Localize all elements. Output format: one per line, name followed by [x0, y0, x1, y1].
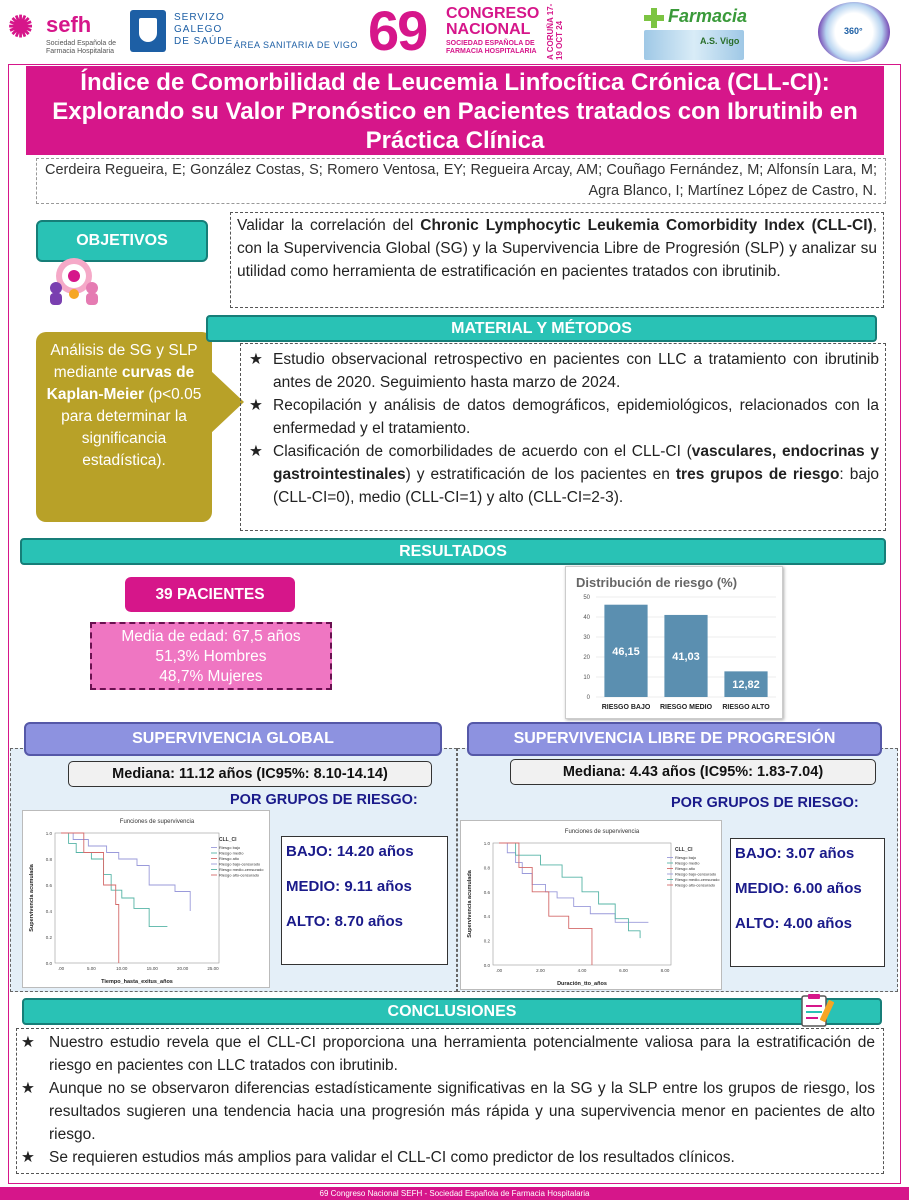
y-tick-label: 40: [583, 615, 590, 621]
congress-number: 69: [368, 0, 427, 62]
bar-value-label: 12,82: [732, 679, 760, 692]
objetivos-label: OBJETIVOS: [36, 220, 208, 262]
authors: Cerdeira Regueira, E; González Costas, S; Romero Ventosa, EY; Regueira Arcay, AM; Couñago Fernández, M; Alfonsín Lara, M; Agra Blanco, I; Martínez López de Castro, N.: [36, 158, 886, 204]
farmacia-sub: A.S. Vigo: [700, 36, 740, 46]
material-metodos-label: MATERIAL Y MÉTODOS: [206, 315, 877, 342]
sg-km-svg: [23, 811, 271, 989]
galicia-crest-icon: [130, 10, 166, 52]
km-x-tick: 10.00: [116, 966, 128, 971]
congress-title: [446, 6, 539, 38]
km-legend-label: Riesgo alto-censurado: [675, 882, 716, 888]
farmacia-logo: [640, 6, 750, 61]
slp-alto: ALTO: 4.00 años: [735, 915, 852, 932]
km-legend-label: Riesgo bajo-censurado: [675, 871, 717, 877]
footer: 69 Congreso Nacional SEFH - Sociedad Española de Farmacia Hospitalaria: [0, 1187, 909, 1200]
poster-title: Índice de Comorbilidad de Leucemia Linfocítica Crónica (CLL-CI): Explorando su Valor Pronóstico en Pacientes tratados con Ibrutinib en Práctica Clínica: [26, 66, 884, 155]
sg-alto: ALTO: 8.70 años: [286, 913, 403, 930]
x-tick-label: RIESGO BAJO: [601, 704, 651, 711]
item-text: : bajo (CLL-CI=0), medio (CLL-CI=1) y alto (CLL-CI=2-3).: [273, 466, 880, 506]
servizo-text: [174, 12, 233, 48]
area-sanitaria: ÁREA SANITARIA DE VIGO: [234, 40, 358, 50]
congress-sub-line: SOCIEDAD ESPAÑOLA DE: [446, 40, 535, 47]
km-y-tick: 0.0: [483, 963, 490, 968]
slp-mediana: Mediana: 4.43 años (IC95%: 1.83-7.04): [510, 759, 876, 785]
km-note-part: Análisis de SG y SLP mediante: [50, 342, 198, 381]
servizo-line: SERVIZO: [174, 12, 225, 23]
objetivos-text-part: Validar la correlación del: [237, 217, 421, 234]
km-title: Funciones de supervivencia: [119, 819, 195, 825]
pacientes-badge: 39 PACIENTES: [125, 577, 295, 612]
sg-risk-values: [281, 836, 448, 965]
demographic-line: 48,7% Mujeres: [159, 668, 263, 685]
list-item: ★ Recopilación y análisis de datos demográficos, epidemiológicos, relacionados con la enfermedad y el tratamiento.: [245, 394, 879, 440]
km-axes: [493, 843, 671, 965]
km-note-bold: curvas de Kaplan-Meier: [46, 364, 195, 403]
sefh-name: sefh: [46, 12, 92, 37]
km-title: Funciones de supervivencia: [564, 829, 640, 835]
resultados-label: RESULTADOS: [20, 538, 886, 565]
km-x-tick: 20.00: [176, 966, 189, 971]
chart-title: Distribución de riesgo (%): [576, 575, 738, 590]
slp-label: SUPERVIVENCIA LIBRE DE PROGRESIÓN: [467, 722, 882, 756]
target-team-icon: [44, 250, 104, 305]
list-item: [245, 440, 879, 509]
slp-medio: MEDIO: 6.00 años: [735, 880, 862, 897]
km-legend-label: Riesgo medio: [219, 850, 244, 856]
sg-km-plot: [22, 810, 270, 988]
km-x-label: Tiempo_hasta_exitus_años: [101, 979, 173, 985]
y-tick-label: 20: [583, 655, 590, 661]
demographic-line: 51,3% Hombres: [155, 648, 267, 665]
km-curve-bajo: [61, 833, 190, 911]
km-curve-medio: [61, 833, 167, 927]
objetivos-text-bold: Chronic Lymphocytic Leukemia Comorbidity Index (CLL-CI): [420, 217, 873, 234]
km-x-tick: 25.00: [207, 966, 219, 971]
km-y-tick: 0.6: [45, 883, 52, 888]
sg-medio: MEDIO: 9.11 años: [286, 878, 412, 895]
item-bold: vasculares, endocrinas y gastrointestinales: [273, 443, 879, 483]
congress-dates: A CORUÑA 17-19 OCT 24: [546, 3, 564, 60]
km-curve-medio: [499, 843, 640, 938]
y-tick-label: 10: [583, 675, 590, 681]
servizo-line: DE SAÚDE: [174, 36, 234, 47]
km-legend-label: Riesgo bajo: [675, 855, 697, 860]
km-y-tick: 0.4: [483, 914, 490, 920]
congress-title-line: NACIONAL: [446, 21, 531, 38]
km-note-part: (p<0.05 para determinar la significancia estadística).: [61, 386, 202, 469]
x-tick-label: RIESGO ALTO: [722, 704, 770, 711]
arrow-right-icon: [210, 370, 244, 434]
farmacia-name: Farmacia: [668, 6, 748, 26]
km-x-tick: 4.00: [577, 968, 587, 973]
km-y-tick: 1.0: [45, 831, 52, 836]
pharmacy-cross-icon: [644, 8, 664, 28]
demographics-box: [90, 622, 332, 690]
km-x-label: Duración_tto_años: [557, 981, 607, 987]
km-y-label: Supervivencia acumulada: [467, 870, 473, 938]
sefh-logo: [8, 8, 120, 58]
sefh-mark-icon: ✺: [8, 11, 34, 44]
km-x-tick: 8.00: [660, 968, 670, 973]
material-metodos-list: [240, 343, 886, 531]
km-y-tick: 0.2: [483, 938, 490, 944]
km-curve-alto: [499, 843, 592, 965]
objetivos-text-part: , con la Supervivencia Global (SG) y la Supervivencia Libre de Progresión (SLP) y analizar su utilidad como herramienta de estratificación en pacientes tratados con ibrutinib.: [237, 217, 877, 280]
list-item: ★ Aunque no se observaron diferencias estadísticamente significativas en la SG y la SLP entre los grupos de riesgo, los resultados sugieren una tendencia hacia una progresión más rápida y una supervivencia menor en pacientes de alto riesgo.: [17, 1077, 875, 1146]
km-legend-label: Riesgo bajo: [219, 845, 241, 850]
sefh-subtitle: Sociedad Española de Farmacia Hospitalaria: [46, 40, 117, 55]
km-legend-label: Riesgo bajo-censurado: [219, 861, 261, 867]
sergas-logo: [130, 10, 358, 55]
congress-title-line: CONGRESO: [446, 5, 540, 22]
conclusiones-list: [16, 1028, 884, 1174]
slp-risk-values: [730, 838, 885, 967]
kaplan-meier-note: [36, 332, 212, 522]
km-x-tick: .00: [57, 966, 65, 971]
badge-360-logo: [818, 2, 890, 62]
km-legend-label: Riesgo alto: [219, 856, 240, 861]
list-item: ★ Estudio observacional retrospectivo en pacientes con LLC a tratamiento con ibrutinib antes de 2020. Seguimiento hasta marzo de 2024.: [245, 348, 879, 394]
slp-km-svg: [461, 821, 723, 991]
servizo-line: GALEGO: [174, 24, 223, 35]
sg-grupos-label: POR GRUPOS DE RIESGO:: [230, 792, 418, 808]
sg-mediana: Mediana: 11.12 años (IC95%: 8.10-14.14): [68, 761, 432, 787]
sg-label: SUPERVIVENCIA GLOBAL: [24, 722, 442, 756]
risk-distribution-chart: [565, 566, 783, 719]
km-x-tick: 15.00: [146, 966, 158, 971]
bar-chart-svg: [566, 567, 784, 720]
congress-logo: [368, 2, 573, 62]
list-item: ★ Se requieren estudios más amplios para validar el CLL-CI como predictor de los resultados clínicos.: [17, 1146, 875, 1169]
clipboard-checklist-icon: [796, 994, 840, 1028]
km-legend-title: CLL_CI: [675, 847, 693, 853]
km-legend-title: CLL_CI: [219, 837, 237, 843]
y-tick-label: 0: [586, 695, 590, 701]
badge-360-text: 360°: [844, 26, 863, 36]
y-tick-label: 30: [583, 635, 590, 641]
item-bold: tres grupos de riesgo: [675, 466, 840, 483]
slp-bajo: BAJO: 3.07 años: [735, 845, 855, 862]
sg-bajo: BAJO: 14.20 años: [286, 843, 414, 860]
km-y-label: Supervivencia acumulada: [29, 864, 35, 932]
bar-value-label: 46,15: [612, 645, 640, 658]
list-item: ★ Nuestro estudio revela que el CLL-CI proporciona una herramienta potencialmente valiosa para la estratificación de riesgo en pacientes con LLC tratados con ibrutinib.: [17, 1031, 875, 1077]
km-y-tick: 0.4: [45, 909, 52, 914]
km-x-tick: .00: [495, 968, 503, 973]
km-legend-label: Riesgo medio-censurado: [219, 867, 264, 872]
km-y-tick: 0.8: [45, 857, 52, 862]
km-y-tick: 1.0: [483, 841, 490, 846]
slp-grupos-label: POR GRUPOS DE RIESGO:: [671, 795, 859, 811]
km-x-tick: 2.00: [536, 968, 545, 973]
km-legend-label: Riesgo medio-censurado: [675, 877, 720, 882]
item-text: ) y estratificación de los pacientes en: [405, 466, 676, 483]
demographic-line: Media de edad: 67,5 años: [121, 628, 301, 645]
km-y-tick: 0.6: [483, 889, 490, 895]
km-y-tick: 0.8: [483, 865, 490, 871]
km-legend-label: Riesgo alto: [675, 866, 696, 871]
km-y-tick: 0.0: [45, 961, 52, 966]
item-text: Clasificación de comorbilidades de acuerdo con el CLL-CI (: [273, 443, 692, 460]
km-y-tick: 0.2: [45, 935, 52, 940]
km-legend-label: Riesgo alto-censurado: [219, 872, 260, 878]
congress-sub: [446, 40, 537, 56]
x-tick-label: RIESGO MEDIO: [659, 704, 713, 711]
slp-km-plot: [460, 820, 722, 990]
km-x-tick: 5.00: [87, 966, 96, 971]
objetivos-text: [230, 212, 884, 308]
km-legend-label: Riesgo medio: [675, 860, 700, 866]
conclusiones-label: CONCLUSIONES: [22, 998, 882, 1025]
y-tick-label: 50: [583, 595, 590, 601]
km-x-tick: 6.00: [619, 968, 628, 973]
congress-sub-line: FARMACIA HOSPITALARIA: [446, 48, 537, 55]
bar-value-label: 41,03: [672, 650, 700, 663]
